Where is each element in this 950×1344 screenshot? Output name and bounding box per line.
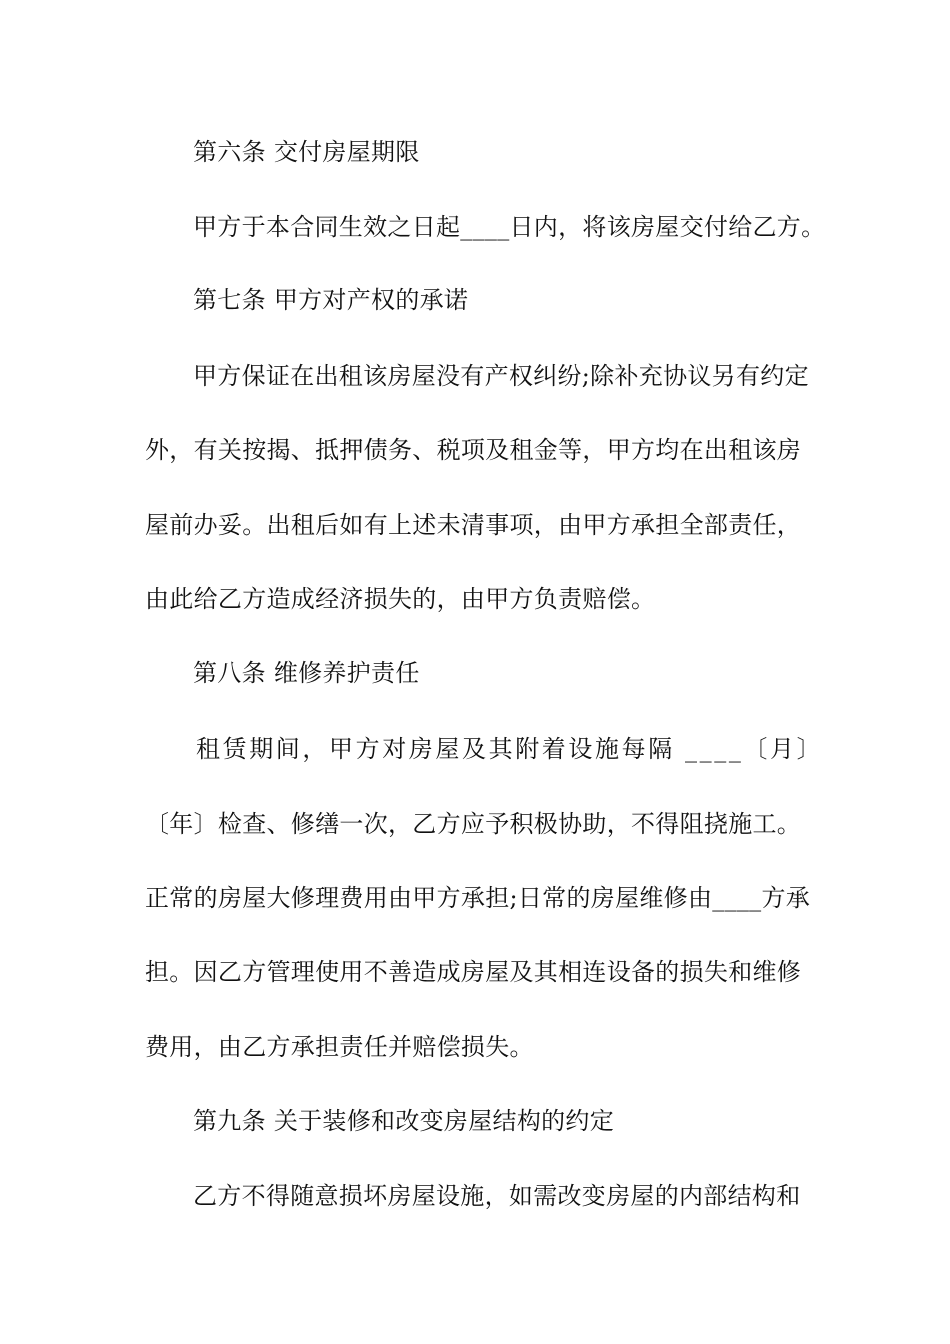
article-8-heading: 第八条 维修养护责任 [193,659,420,687]
paragraph-line: 费用，由乙方承担责任并赔偿损失。 [145,1033,534,1061]
paragraph-line: 〔年〕检查、修缮一次，乙方应予积极协助，不得阻挠施工。 [145,810,802,838]
paragraph-line: 正常的房屋大修理费用由甲方承担;日常的房屋维修由____方承 [145,884,811,912]
article-9-heading: 第九条 关于装修和改变房屋结构的约定 [193,1107,615,1135]
article-6-heading: 第六条 交付房屋期限 [193,138,420,166]
paragraph-line: 由此给乙方造成经济损失的，由甲方负责赔偿。 [145,585,656,613]
paragraph-line: 外，有关按揭、抵押债务、税项及租金等，甲方均在出租该房 [145,436,802,464]
paragraph-line: 乙方不得随意损坏房屋设施，如需改变房屋的内部结构和 [193,1182,801,1210]
article-7-heading: 第七条 甲方对产权的承诺 [193,286,469,314]
paragraph-line: 担。因乙方管理使用不善造成房屋及其相连设备的损失和维修 [145,958,802,986]
paragraph-line: 甲方保证在出租该房屋没有产权纠纷;除补充协议另有约定 [193,362,809,390]
paragraph-line: 屋前办妥。出租后如有上述未清事项，由甲方承担全部责任， [145,511,802,539]
paragraph-line: 租赁期间，甲方对房屋及其附着设施每隔 ____〔月〕 [196,735,824,763]
paragraph-line: 甲方于本合同生效之日起____日内，将该房屋交付给乙方。 [193,213,826,241]
